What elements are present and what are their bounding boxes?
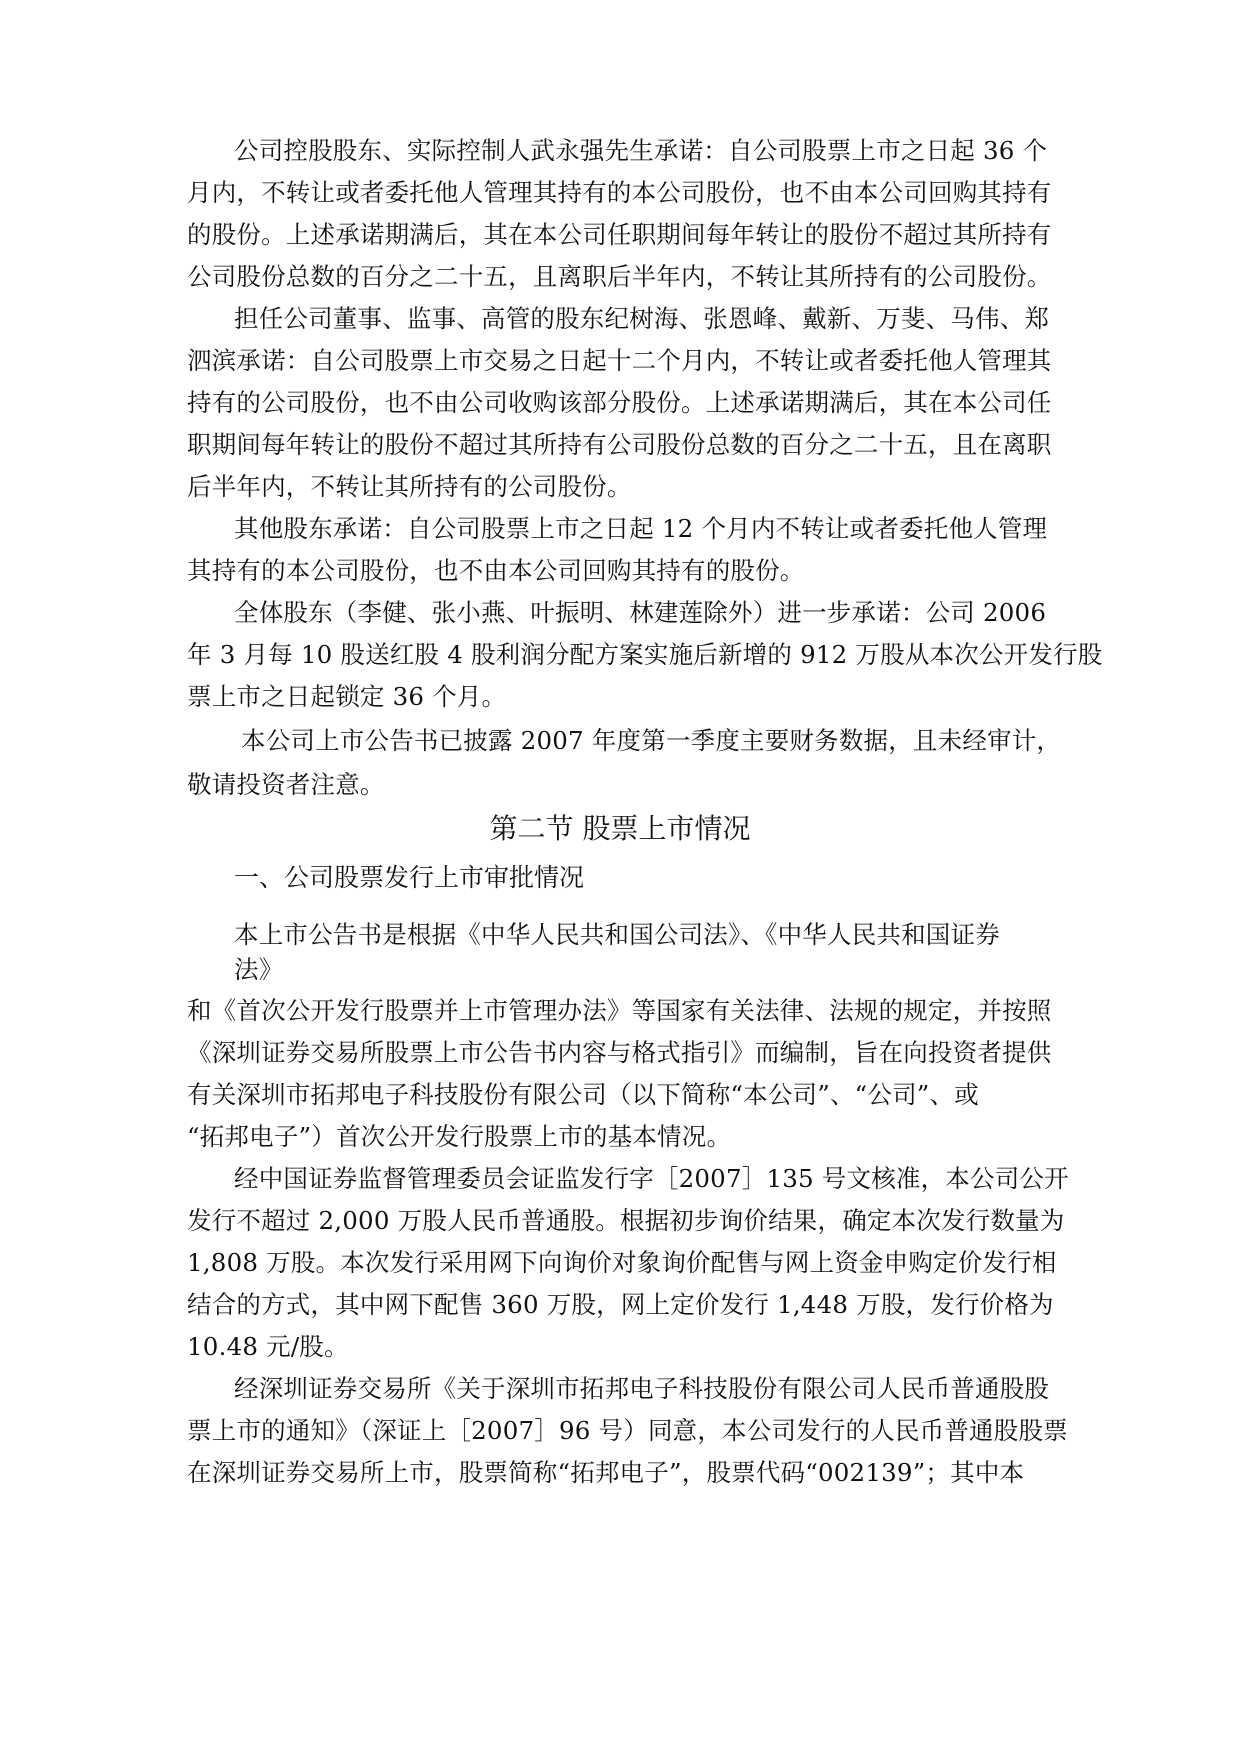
paragraph-line: 全体股东（李健、张小燕、叶振明、林建莲除外）进一步承诺：公司 2006 <box>234 598 1047 627</box>
paragraph-line: 年 3 月每 10 股送红股 4 股利润分配方案实施后新增的 912 万股从本次公开发行股 <box>187 640 1103 669</box>
paragraph-line: 的股份。上述承诺期满后，其在本公司任职期间每年转让的股份不超过其所持有 <box>187 220 1052 249</box>
paragraph-line: 后半年内，不转让其所持有的公司股份。 <box>187 472 632 501</box>
paragraph-line: 本上市公告书是根据《中华人民共和国公司法》、《中华人民共和国证券 <box>234 920 1000 949</box>
paragraph-line: 法》 <box>234 955 284 984</box>
paragraph-line: 经中国证券监督管理委员会证监发行字［2007］135 号文核准，本公司公开 <box>234 1164 1069 1193</box>
paragraph-line: 其他股东承诺：自公司股票上市之日起 12 个月内不转让或者委托他人管理 <box>234 514 1048 543</box>
paragraph-line: 票上市之日起锁定 36 个月。 <box>187 682 507 711</box>
paragraph-line: 票上市的通知》（深证上［2007］96 号）同意，本公司发行的人民币普通股股票 <box>187 1416 1068 1445</box>
paragraph-line: 经深圳证券交易所《关于深圳市拓邦电子科技股份有限公司人民币普通股股 <box>234 1374 1050 1403</box>
paragraph-line: “拓邦电子”）首次公开发行股票上市的基本情况。 <box>187 1122 732 1151</box>
paragraph-line: 本公司上市公告书已披露 2007 年度第一季度主要财务数据，且未经审计， <box>241 726 1062 755</box>
paragraph-line: 职期间每年转让的股份不超过其所持有公司股份总数的百分之二十五，且在离职 <box>187 430 1052 459</box>
paragraph-line: 发行不超过 2,000 万股人民币普通股。根据初步询价结果，确定本次发行数量为 <box>187 1206 1065 1235</box>
paragraph-line: 公司控股股东、实际控制人武永强先生承诺：自公司股票上市之日起 36 个 <box>234 136 1048 165</box>
paragraph-line: 泗滨承诺：自公司股票上市交易之日起十二个月内，不转让或者委托他人管理其 <box>187 346 1052 375</box>
paragraph-line: 其持有的本公司股份，也不由本公司回购其持有的股份。 <box>187 556 805 585</box>
paragraph-line: 公司股份总数的百分之二十五，且离职后半年内，不转让其所持有的公司股份。 <box>187 262 1052 291</box>
paragraph-line: 担任公司董事、监事、高管的股东纪树海、张恩峰、戴新、万斐、马伟、郑 <box>234 304 1050 333</box>
paragraph-line: 《深圳证券交易所股票上市公告书内容与格式指引》而编制，旨在向投资者提供 <box>187 1038 1052 1067</box>
paragraph-line: 1,808 万股。本次发行采用网下向询价对象询价配售与网上资金申购定价发行相 <box>187 1248 1057 1277</box>
paragraph-line: 月内，不转让或者委托他人管理其持有的本公司股份，也不由本公司回购其持有 <box>187 178 1052 207</box>
paragraph-line: 在深圳证券交易所上市，股票简称“拓邦电子”，股票代码“002139”；其中本 <box>187 1458 1025 1487</box>
section-title: 第二节 股票上市情况 <box>489 812 751 845</box>
paragraph-line: 持有的公司股份，也不由公司收购该部分股份。上述承诺期满后，其在本公司任 <box>187 388 1052 417</box>
paragraph-line: 有关深圳市拓邦电子科技股份有限公司（以下简称“本公司”、“公司”、或 <box>187 1080 979 1109</box>
paragraph-line: 敬请投资者注意。 <box>187 770 385 799</box>
paragraph-line: 结合的方式，其中网下配售 360 万股，网上定价发行 1,448 万股，发行价格为 <box>187 1290 1054 1319</box>
subsection-title: 一、公司股票发行上市审批情况 <box>234 863 585 892</box>
paragraph-line: 和《首次公开发行股票并上市管理办法》等国家有关法律、法规的规定，并按照 <box>187 996 1052 1025</box>
paragraph-line: 10.48 元/股。 <box>187 1332 349 1361</box>
